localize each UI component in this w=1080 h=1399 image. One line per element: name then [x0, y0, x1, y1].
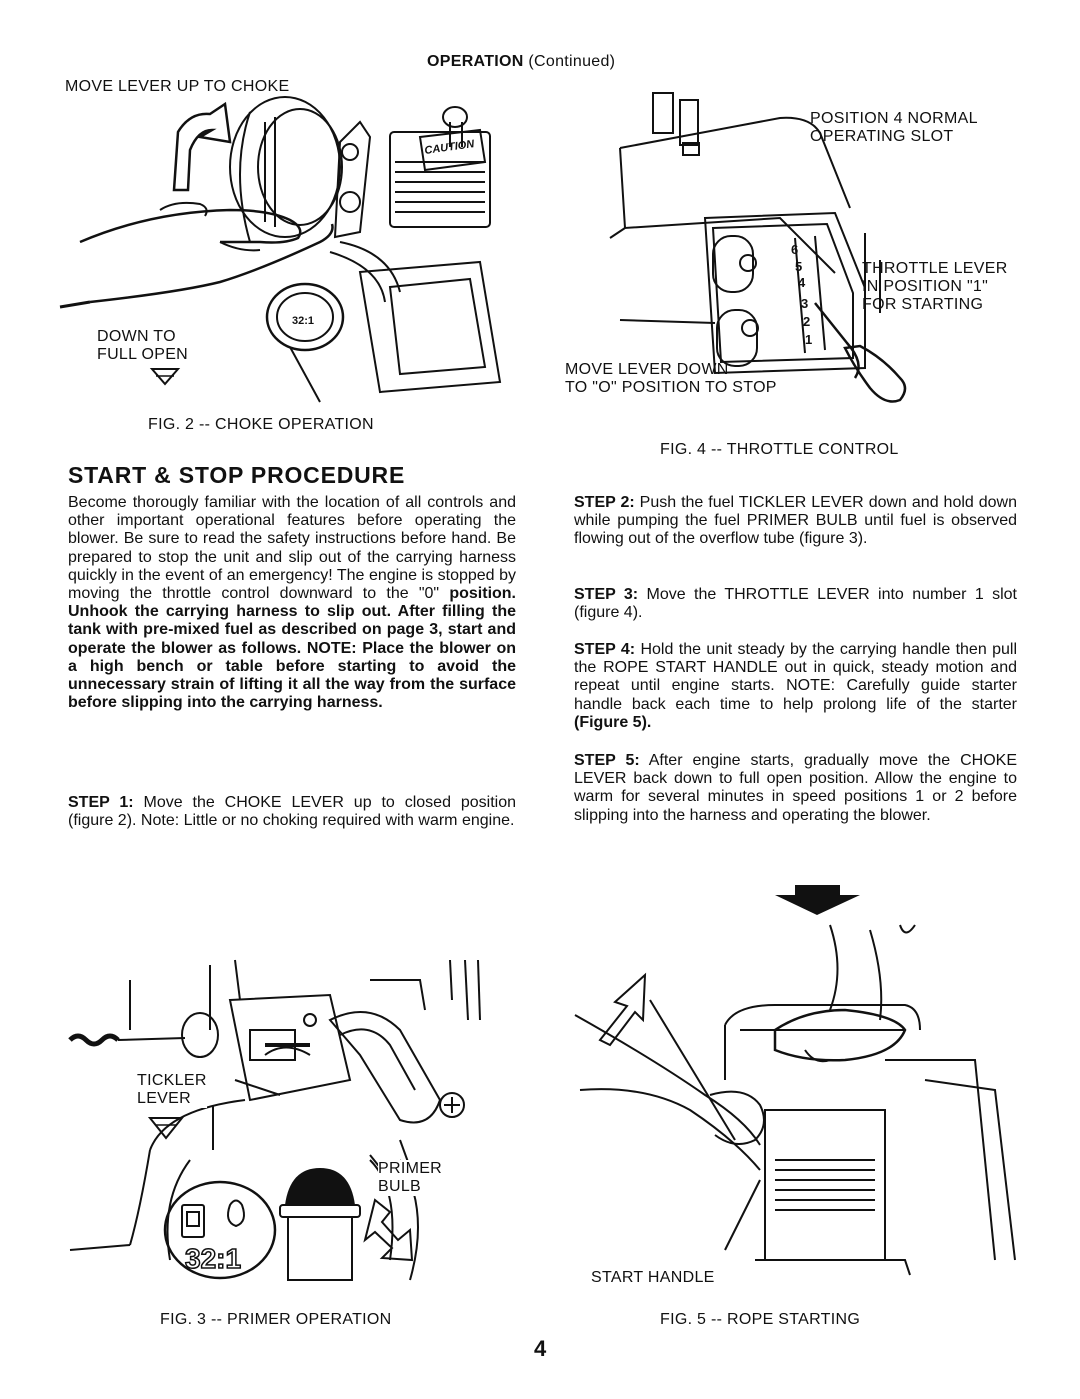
slot-number-2: 2: [803, 314, 811, 329]
slot-number-5: 5: [795, 259, 803, 274]
fig3-label-tickler-line1: TICKLER: [137, 1072, 207, 1089]
step-4: [574, 641, 1017, 732]
fig4-label-stop-line2: TO "O" POSITION TO STOP: [565, 379, 777, 396]
fig2-choke-illustration: [60, 92, 500, 412]
step-4-text: Hold the unit steady by the carrying handle then pull the ROPE START HANDLE out in quick, steady motion and repeat until engine starts. NOTE: Carefully guide starter handle back each time to help prolong life of the starter: [574, 641, 1017, 713]
step-3: [574, 586, 1017, 622]
fig2-label-move-lever-up: MOVE LEVER UP TO CHOKE: [65, 78, 290, 95]
step-1-label: STEP 1:: [68, 794, 134, 811]
step-1-text: Move the CHOKE LEVER up to closed position (figure 2). Note: Little or no choking required with warm engine.: [68, 794, 517, 830]
fig4-label-position4: [810, 110, 978, 146]
page-number: 4: [534, 1336, 547, 1361]
down-arrow-solid-icon: [775, 885, 860, 915]
intro-paragraph: [68, 494, 516, 712]
fig3-primer-illustration: [70, 960, 510, 1300]
fig2-fuel-ratio: 32:1: [292, 315, 315, 327]
intro-plain-text: Become thorougly familiar with the location of all controls and other important operational features before operating the blower. Be sure to read the safety instructions before hand. Be prepared to stop the unit and slip out of the carrying harness quickly in the event of an emergency! The engine is stopped by moving the throttle control downward to the "0": [68, 494, 516, 603]
step-5-label: STEP 5:: [574, 752, 640, 769]
header-title: OPERATION: [427, 53, 524, 70]
section-heading: START & STOP PROCEDURE: [68, 462, 406, 488]
fig4-label-throttle-lever: [862, 260, 1008, 314]
step-2: [574, 494, 1017, 549]
fig2-label-down-to-full-open: [97, 328, 188, 364]
fig4-label-position4-line1: POSITION 4 NORMAL: [810, 110, 978, 127]
fig4-label-throttle-line2: IN POSITION "1": [862, 278, 989, 295]
slot-number-4: 4: [798, 275, 806, 290]
fig2-label-down-line1: DOWN TO: [97, 328, 176, 345]
intro-bold-text: position. Unhook the carrying harness to slip out. After filling the tank with pre-mixed fuel as described on page 3, start and operate the blower as follows. NOTE: Place the blower on a high bench or table before starting to avoid the unnecessary strain of lifting it all the way from the surface before slipping into the carrying harness.: [68, 585, 516, 712]
step-3-text: Move the THROTTLE LEVER into number 1 slot (figure 4).: [574, 586, 1018, 622]
fig3-label-tickler-line2: LEVER: [137, 1090, 191, 1107]
step-2-text: Push the fuel TICKLER LEVER down and hold down while pumping the fuel PRIMER BULB until fuel is observed flowing out of the overflow tube (figure 3).: [574, 494, 1018, 548]
fig3-label-tickler-lever: [137, 1072, 207, 1108]
fig2-caption: FIG. 2 -- CHOKE OPERATION: [148, 416, 374, 433]
step-5-text: After engine starts, gradually move the CHOKE LEVER back down to full open position. Allow the engine to warm for several minutes in speed positions 1 or 2 before slipping into the harness and operating the blower.: [574, 752, 1017, 824]
fig3-label-primer-line1: PRIMER: [378, 1160, 443, 1177]
slot-number-3: 3: [801, 296, 809, 311]
step-1: [68, 794, 516, 830]
fig2-decal-text: CAUTION: [423, 138, 476, 157]
fig5-caption: FIG. 5 -- ROPE STARTING: [660, 1311, 861, 1328]
fig3-fuel-ratio: 32:1: [185, 1243, 242, 1274]
fig4-label-throttle-line3: FOR STARTING: [862, 296, 984, 313]
step-4-tail: (Figure 5).: [574, 713, 652, 731]
slot-number-6: 6: [791, 242, 799, 257]
slot-number-1: 1: [805, 332, 813, 347]
fig5-rope-illustration: [575, 880, 1025, 1275]
step-5: [574, 752, 1017, 825]
header-subtitle: (Continued): [528, 53, 616, 70]
page-header: [427, 53, 615, 71]
fig4-label-position4-line2: OPERATING SLOT: [810, 128, 954, 145]
fig5-label-start-handle: START HANDLE: [591, 1269, 715, 1286]
step-3-label: STEP 3:: [574, 586, 639, 603]
down-arrow-icon: [150, 367, 180, 387]
step-4-label: STEP 4:: [574, 641, 636, 658]
fig4-label-throttle-line1: THROTTLE LEVER: [862, 260, 1008, 277]
fig3-label-primer-bulb: [378, 1160, 442, 1196]
fig4-label-stop-line1: MOVE LEVER DOWN: [565, 361, 729, 378]
step-2-label: STEP 2:: [574, 494, 635, 511]
fig4-caption: FIG. 4 -- THROTTLE CONTROL: [660, 441, 899, 458]
fig3-caption: FIG. 3 -- PRIMER OPERATION: [160, 1311, 392, 1328]
fig2-label-down-line2: FULL OPEN: [97, 346, 189, 363]
fig4-label-move-lever-down: [565, 361, 777, 397]
fig3-label-primer-line2: BULB: [378, 1178, 421, 1195]
